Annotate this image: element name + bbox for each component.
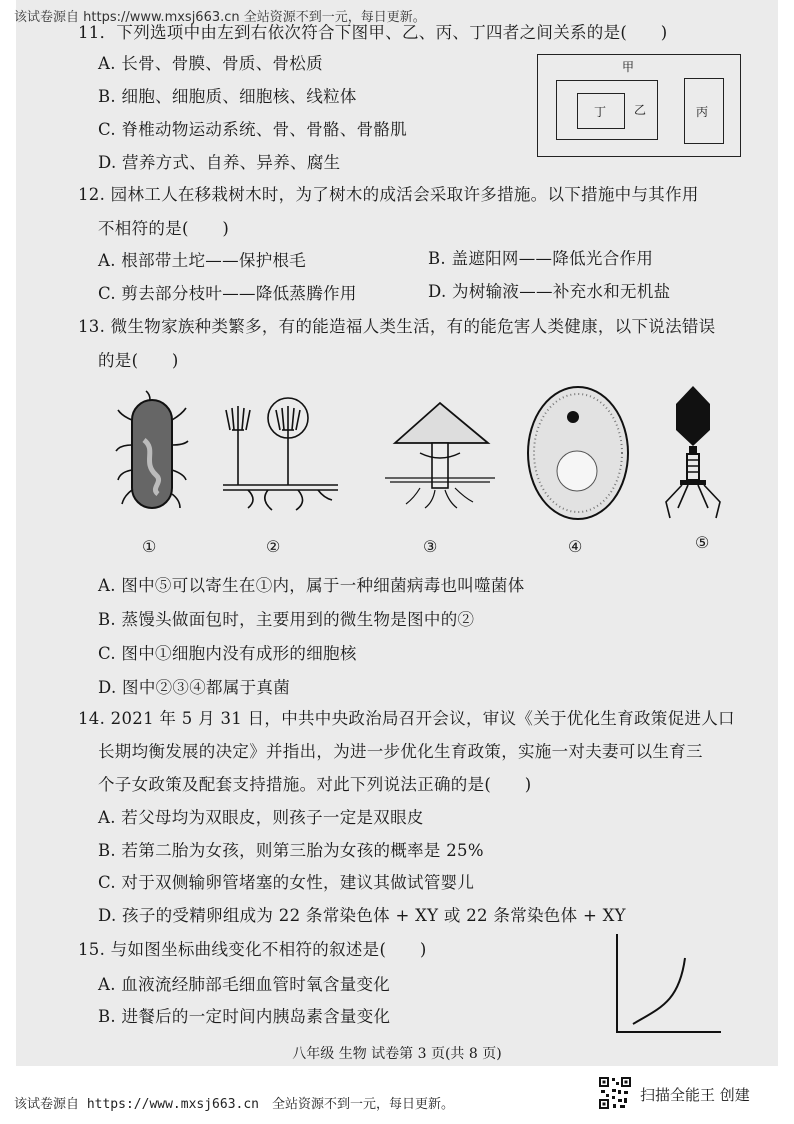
q11-option-b: B. 细胞、细胞质、细胞核、线粒体 bbox=[98, 87, 357, 106]
q13-option-c: C. 图中①细胞内没有成形的细胞核 bbox=[98, 644, 357, 663]
page-footer: 八年级 生物 试卷第 3 页(共 8 页) bbox=[292, 1046, 502, 1062]
qr-code-icon bbox=[598, 1076, 632, 1110]
q12-stem-line1: 12. 园林工人在移栽树木时，为了树木的成活会采取许多措施。以下措施中与其作用 bbox=[78, 185, 699, 204]
scanner-app-credit: 扫描全能王 创建 bbox=[640, 1086, 750, 1104]
q14-stem-line3: 个子女政策及配套支持措施。对此下列说法正确的是( ) bbox=[98, 775, 532, 794]
q14-option-a: A. 若父母均为双眼皮，则孩子一定是双眼皮 bbox=[98, 808, 424, 827]
diagram-label-bing: 丙 bbox=[696, 105, 709, 119]
q15-option-b: B. 进餐后的一定时间内胰岛素含量变化 bbox=[98, 1007, 391, 1026]
q11-option-c: C. 脊椎动物运动系统、骨、骨骼、骨骼肌 bbox=[98, 120, 408, 139]
diagram-label-yi: 乙 bbox=[634, 103, 647, 117]
mushroom-figure bbox=[380, 398, 500, 513]
diagram-label-ding: 丁 bbox=[594, 105, 607, 119]
q12-option-a: A. 根部带土坨——保护根毛 bbox=[98, 251, 307, 270]
figure-label-5: ⑤ bbox=[695, 533, 710, 552]
mold-figure bbox=[218, 390, 348, 515]
diagram-label-jia: 甲 bbox=[622, 60, 635, 74]
figure-label-4: ④ bbox=[568, 537, 583, 556]
q15-coordinate-curve-graph bbox=[605, 928, 725, 1040]
q13-option-d: D. 图中②③④都属于真菌 bbox=[98, 678, 291, 697]
q15-stem: 15. 与如图坐标曲线变化不相符的叙述是( ) bbox=[78, 940, 427, 959]
q13-option-a: A. 图中⑤可以寄生在①内，属于一种细菌病毒也叫噬菌体 bbox=[98, 576, 525, 595]
q14-option-b: B. 若第二胎为女孩，则第三胎为女孩的概率是 25% bbox=[98, 841, 484, 860]
yeast-cell-figure bbox=[523, 383, 633, 523]
q13-stem-line2: 的是( ) bbox=[98, 351, 179, 370]
q11-option-a: A. 长骨、骨膜、骨质、骨松质 bbox=[98, 54, 323, 73]
q14-stem-line2: 长期均衡发展的决定》并指出，为进一步优化生育政策，实施一对夫妻可以生育三 bbox=[98, 742, 703, 761]
q14-option-d: D. 孩子的受精卵组成为 22 条常染色体 + XY 或 22 条常染色体 + XY bbox=[98, 906, 626, 925]
bacterium-figure bbox=[112, 390, 192, 520]
figure-label-3: ③ bbox=[423, 537, 438, 556]
bacteriophage-figure bbox=[658, 382, 728, 522]
q13-option-b: B. 蒸馒头做面包时，主要用到的微生物是图中的② bbox=[98, 610, 475, 629]
q11-option-d: D. 营养方式、自养、异养、腐生 bbox=[98, 153, 341, 172]
q12-stem-line2: 不相符的是( ) bbox=[98, 219, 230, 238]
q14-option-c: C. 对于双侧输卵管堵塞的女性，建议其做试管婴儿 bbox=[98, 873, 475, 892]
q12-option-d: D. 为树输液——补充水和无机盐 bbox=[428, 282, 671, 301]
figure-label-2: ② bbox=[266, 537, 281, 556]
watermark-bottom: 该试卷源自 https://www.mxsj663.cn 全站资源不到一元，每日更新。 bbox=[14, 1097, 455, 1112]
q13-stem-line1: 13. 微生物家族种类繁多，有的能造福人类生活，有的能危害人类健康，以下说法错误 bbox=[78, 317, 716, 336]
q12-option-c: C. 剪去部分枝叶——降低蒸腾作用 bbox=[98, 284, 357, 303]
q12-option-b: B. 盖遮阳网——降低光合作用 bbox=[428, 249, 654, 268]
q15-option-a: A. 血液流经肺部毛细血管时氧含量变化 bbox=[98, 975, 391, 994]
figure-label-1: ① bbox=[142, 537, 157, 556]
q11-stem: 11．下列选项中由左到右依次符合下图甲、乙、丙、丁四者之间关系的是( ) bbox=[78, 23, 668, 42]
q14-stem-line1: 14. 2021 年 5 月 31 日，中共中央政治局召开会议，审议《关于优化生育政策促进人口 bbox=[78, 709, 735, 728]
watermark-top: 该试卷源自 https://www.mxsj663.cn 全站资源不到一元，每日更新。 bbox=[14, 10, 426, 25]
